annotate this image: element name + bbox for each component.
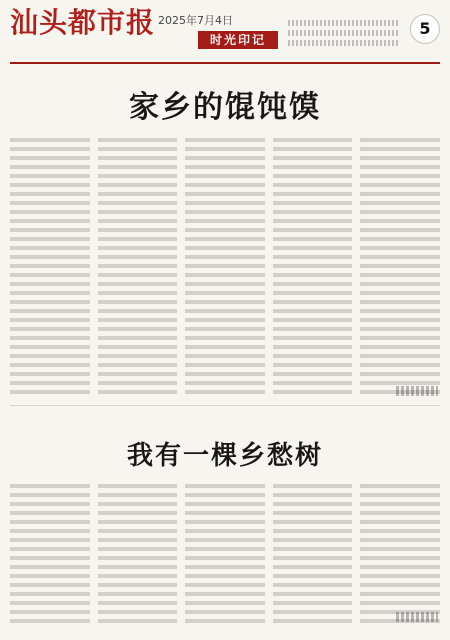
article-column: [10, 484, 90, 624]
editor-line: [288, 20, 398, 26]
author-signature: [396, 612, 438, 622]
article-column: [98, 138, 178, 398]
article-column: [360, 138, 440, 398]
editor-line: [288, 40, 398, 46]
article-column: [273, 484, 353, 624]
article-two-columns: [10, 484, 440, 624]
section-title: 时光印记: [198, 31, 278, 49]
author-signature: [396, 386, 438, 396]
article-column: [185, 138, 265, 398]
editor-info-block: [288, 16, 398, 50]
section-divider: [10, 405, 440, 406]
article-column: [10, 138, 90, 398]
issue-date: 2025年7月4日: [158, 14, 233, 27]
article-one-columns: [10, 138, 440, 398]
editor-line: [288, 30, 398, 36]
article-column: [360, 484, 440, 624]
article-column: [273, 138, 353, 398]
article-one: [10, 68, 440, 398]
paper-name: 汕头都市报: [10, 6, 156, 39]
article-column: [185, 484, 265, 624]
masthead: [10, 8, 440, 64]
headline-two: 我有一棵乡愁树: [126, 441, 323, 471]
page-number: 5: [410, 14, 440, 44]
article-column: [98, 484, 178, 624]
article-two: [10, 414, 440, 624]
headline-one: 家乡的馄饨馍: [129, 90, 321, 125]
